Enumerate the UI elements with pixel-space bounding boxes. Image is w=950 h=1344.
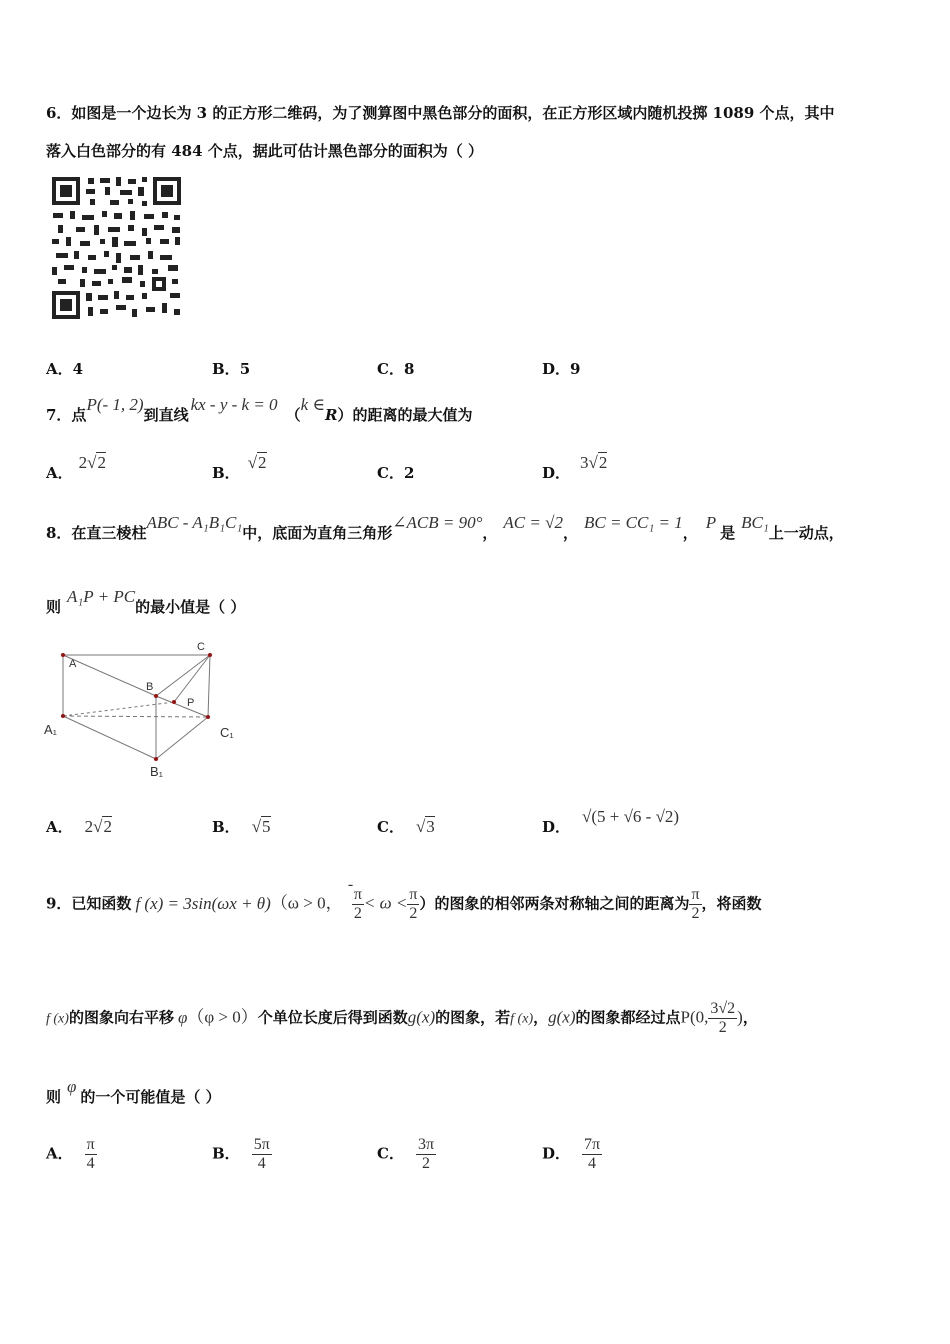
q7-option-c[interactable]: C．2 <box>377 464 415 482</box>
q8-option-d[interactable]: D．√(5 + √6 - √2) <box>542 807 680 836</box>
q6-option-d[interactable]: D．9 <box>542 360 581 378</box>
q8-option-c[interactable]: C． √3 <box>377 817 435 836</box>
q9-stem-line3: 则φ的一个可能值是（ ） <box>46 1077 221 1106</box>
prism-figure <box>40 638 250 784</box>
label-a: A <box>69 658 77 670</box>
label-c: C <box>197 641 205 653</box>
q8-option-b[interactable]: B． √5 <box>212 817 271 836</box>
q7-option-b[interactable]: B．√2 <box>212 453 267 482</box>
q9-option-b[interactable]: B． $\frac{5\pi}{4}$ <box>212 1136 270 1172</box>
q8-stem-line2: 则A₁P + PC的最小值是（ ） <box>46 587 246 616</box>
label-b1: B₁ <box>150 764 164 779</box>
q8-option-a[interactable]: A． 2√2 <box>46 817 112 836</box>
q6-option-b[interactable]: B．5 <box>212 360 251 378</box>
label-p: P <box>187 697 195 709</box>
q6-option-a[interactable]: A．4 <box>46 360 84 378</box>
q7-stem: 7．点P(- 1, 2)到直线kx - y - k = 0（k ∈R）的距离的最大值为 <box>46 395 473 424</box>
label-c1: C₁ <box>220 725 234 740</box>
q9-option-a[interactable]: A． $\frac{\pi}{4}$ <box>46 1136 95 1172</box>
q7-option-d[interactable]: D．3√2 <box>542 453 608 482</box>
q8-stem-line1: 8．在直三棱柱ABC - A₁B₁C₁中，底面为直角三角形∠ACB = 90°，AC = √2，BC = CC₁ = 1，P是BC₁上一动点， <box>46 513 844 542</box>
q9-option-d[interactable]: D． $\frac{7\pi}{4}$ <box>542 1136 601 1172</box>
q9-stem-line2: f (x)的图象向右平移 φ（φ > 0）个单位长度后得到函数g(x)的图象，若f (x)，g(x)的图象都经过点P(0, $\frac{3√2}{2}$ )， <box>46 1000 758 1036</box>
label-a1: A₁ <box>44 722 58 737</box>
q6-option-c[interactable]: C．8 <box>377 360 415 378</box>
q9-option-c[interactable]: C． $\frac{3\pi}{2}$ <box>377 1136 435 1172</box>
q6-line1: 6．如图是一个边长为 3 的正方形二维码，为了测算图中黑色部分的面积，在正方形区域内随机投掷 1089 个点，其中 <box>46 104 835 122</box>
label-b: B <box>146 681 154 693</box>
q6-line2: 落入白色部分的有 484 个点，据此可估计黑色部分的面积为（ ） <box>46 142 483 160</box>
q7-option-a[interactable]: A．2√2 <box>46 453 106 482</box>
q9-stem-line1: 9．已知函数 f (x) = 3sin(ωx + θ)（ω > 0， - π 2 < ω < $\frac{\pi}{2}$ ）的图象的相邻两条对称轴之间的距离为 $\frac{\pi}{2}$ ，将函数 <box>46 876 762 922</box>
qr-code-image <box>50 175 183 321</box>
